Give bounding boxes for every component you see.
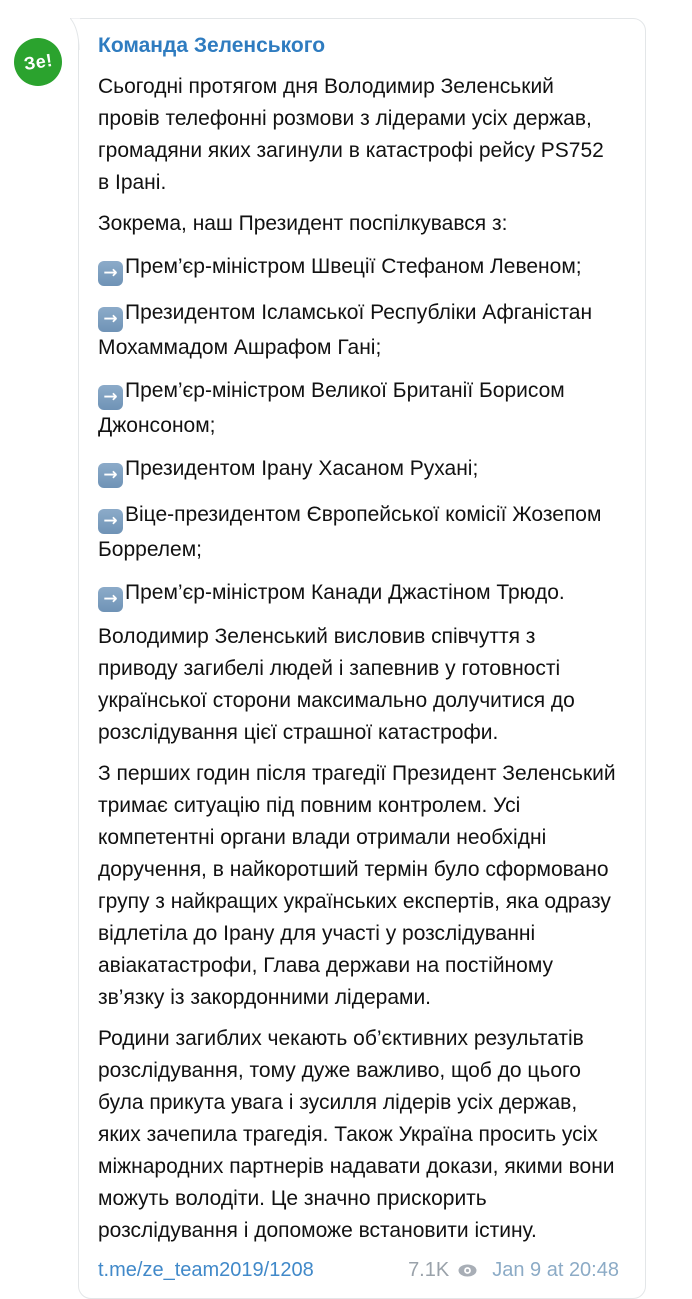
paragraph-investigation: Родини загиблих чекають об’єктивних результатів розслідування, тому дуже важливо, щоб до цього була прикута увага і зусилля лідерів усіх держав, яких зачепила трагедія. Також Україна просить усіх міжнародних партнерів надавати докази, якими вони можуть володіти. Це значно прискорить розслідування і допоможе встановити істину.: [98, 1027, 615, 1242]
right-arrow-emoji-icon: →: [98, 307, 123, 332]
list-item: [98, 251, 619, 286]
message-footer: [98, 1259, 619, 1282]
list-item-text: Віце-президентом Європейської комісії Жозепом Боррелем;: [98, 503, 602, 561]
post-date-link[interactable]: Jan 9 at 20:48: [492, 1259, 619, 1281]
list-item-text: Прем’єр-міністром Швеції Стефаном Левеном;: [125, 255, 582, 278]
right-arrow-emoji-icon: →: [98, 385, 123, 410]
post-permalink[interactable]: t.me/ze_team2019/1208: [98, 1259, 314, 1281]
paragraph-intro: Сьогодні протягом дня Володимир Зеленський провів телефонні розмови з лідерами усіх держав, громадяни яких загинули в катастрофі рейсу PS752 в Ірані.: [98, 75, 604, 194]
bubble-tail-icon: [70, 18, 80, 50]
avatar-label: Зе!: [22, 49, 54, 74]
right-arrow-emoji-icon: →: [98, 587, 123, 612]
list-item-text: Президентом Ірану Хасаном Рухані;: [125, 457, 479, 480]
views-eye-icon: [458, 1264, 477, 1277]
right-arrow-emoji-icon: →: [98, 463, 123, 488]
list-item: [98, 297, 619, 364]
right-arrow-emoji-icon: →: [98, 261, 123, 286]
paragraph-control: З перших годин після трагедії Президент Зеленський тримає ситуацію під повним контролем. Усі компетентні органи влади отримали необхідні доручення, в найкоротший термін було сформовано групу з найкращих українських експертів, яка одразу відлетіла до Ірану для участі у розслідуванні авіакатастрофи, Глава держави на постійному зв’язку із закордонними лідерами.: [98, 762, 616, 1009]
list-item: [98, 375, 619, 442]
list-item: [98, 577, 619, 612]
channel-avatar[interactable]: [14, 38, 62, 86]
paragraph-lead-in: Зокрема, наш Президент поспілкувався з:: [98, 212, 508, 235]
list-item-text: Прем’єр-міністром Великої Британії Борисом Джонсоном;: [98, 379, 565, 437]
right-arrow-emoji-icon: →: [98, 509, 123, 534]
message-text: [98, 62, 619, 1247]
message-meta: [408, 1259, 619, 1282]
list-item: [98, 499, 619, 566]
paragraph-condolences: Володимир Зеленський висловив співчуття з приводу загибелі людей і запевнив у готовності української сторони максимально долучитися до розслідування цієї страшної катастрофи.: [98, 625, 575, 744]
list-item-text: Президентом Ісламської Республіки Афганістан Мохаммадом Ашрафом Гані;: [98, 301, 593, 359]
channel-name-link[interactable]: Команда Зеленського: [98, 34, 326, 57]
list-item-text: Прем’єр-міністром Канади Джастіном Трюдо.: [125, 581, 565, 604]
views-count: 7.1K: [408, 1259, 450, 1281]
list-item: [98, 453, 619, 488]
message-bubble: [78, 18, 646, 1299]
